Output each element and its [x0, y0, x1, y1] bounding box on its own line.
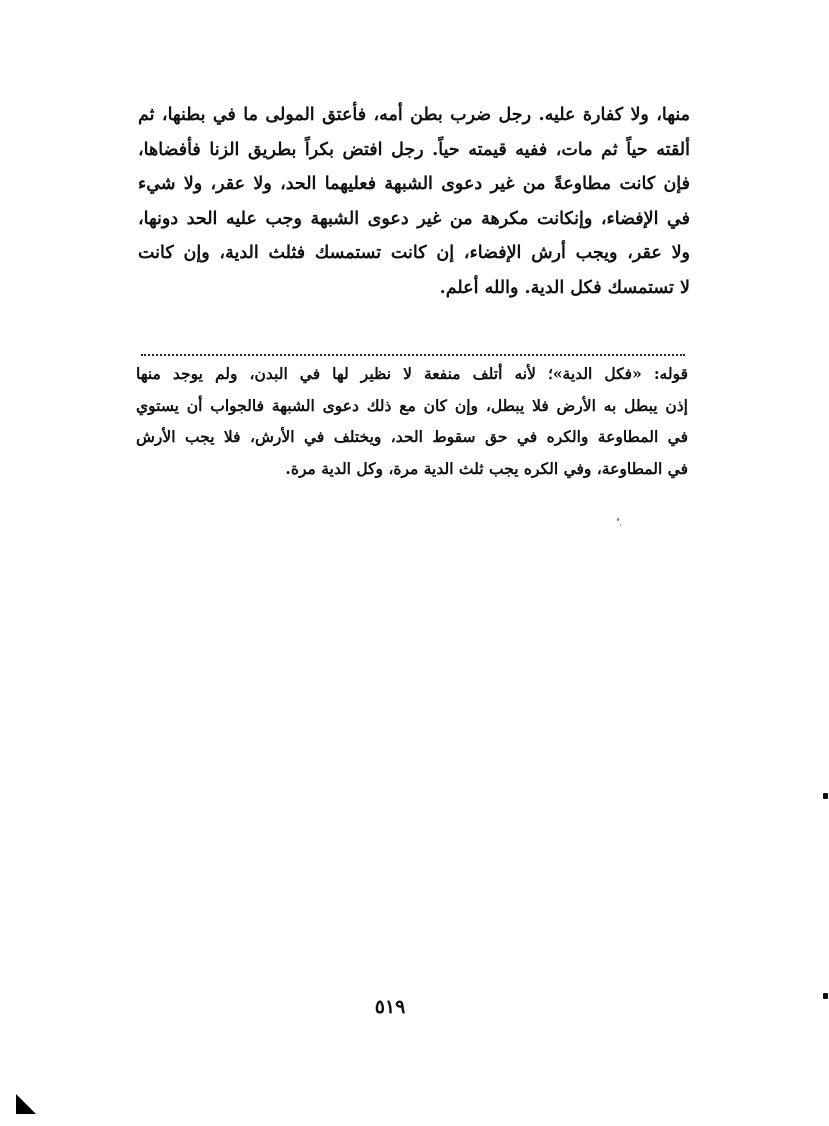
- scan-speck: [823, 793, 828, 799]
- commentary-line: في المطاوعة، وفي الكره يجب ثلث الدية مرة، وكل الدية مرة.: [285, 458, 688, 478]
- main-text-line: منها، ولا كفارة عليه. رجل ضرب بطن أمه، فأعتق المولى ما في بطنها، ثم: [138, 105, 690, 125]
- main-text-line: فإن كانت مطاوعةً من غير دعوى الشبهة فعليهما الحد، ولا عقر، ولا شيء: [138, 174, 690, 194]
- scan-speck: [620, 524, 621, 526]
- main-text-line: لا تستمسك فكل الدية. والله أعلم.: [439, 277, 690, 298]
- dotted-divider: [141, 354, 685, 356]
- scan-speck: [823, 993, 828, 999]
- scan-corner-mark: [16, 1094, 36, 1114]
- main-text-block: [138, 98, 690, 305]
- main-text-line: ولا عقر، ويجب أرش الإفضاء، إن كانت تستمسك فثلث الدية، وإن كانت: [138, 243, 690, 263]
- commentary-line: إذن يبطل به الأرض فلا يبطل، وإن كان مع ذلك دعوى الشبهة فالجواب أن يستوي: [136, 395, 688, 415]
- commentary-line: في المطاوعة والكره في حق سقوط الحد، ويختلف في الأرش، فلا يجب الأرش: [136, 427, 688, 446]
- commentary-block: [136, 358, 688, 484]
- scan-speck: [617, 518, 619, 521]
- main-text-line: ألقته حياً ثم مات، ففيه قيمته حياً. رجل افتض بكراً بطريق الزنا فأفضاها،: [138, 139, 690, 160]
- page-number: ٥١٩: [374, 996, 406, 1018]
- commentary-line: قوله: «فكل الدية»؛ لأنه أتلف منفعة لا نظير لها في البدن، ولم يوجد منها: [136, 364, 688, 383]
- main-text-line: في الإفضاء، وإنكانت مكرهة من غير دعوى الشبهة وجب عليه الحد دونها،: [138, 208, 690, 229]
